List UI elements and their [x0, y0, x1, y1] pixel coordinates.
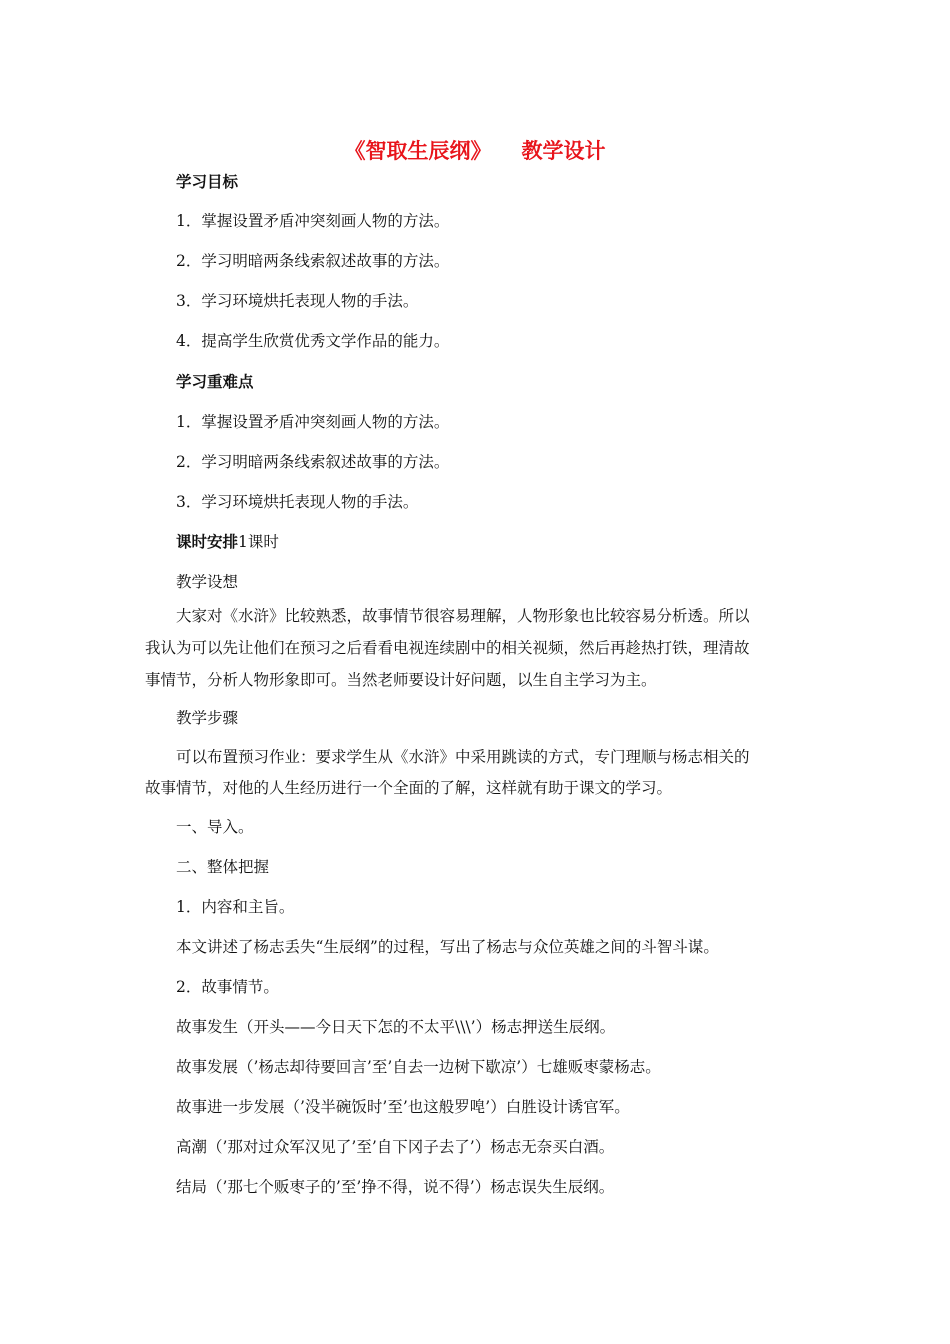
steps-heading: 教学步骤 [176, 709, 239, 727]
title-book-name: 《智取生辰纲》 [344, 138, 492, 163]
key-points-heading: 学习重难点 [176, 372, 254, 391]
objective-item: 3．学习环境烘托表现人物的手法。 [176, 292, 419, 310]
plot-item: 高潮（’那对过众军汉见了’至’自下冈子去了’）杨志无奈买白酒。 [176, 1138, 615, 1156]
steps-line: 故事情节，对他的人生经历进行一个全面的了解，这样就有助于课文的学习。 [145, 779, 673, 797]
steps-line: 可以布置预习作业：要求学生从《水浒》中采用跳读的方式，专门理顺与杨志相关的 [176, 748, 750, 766]
objective-item: 2．学习明暗两条线索叙述故事的方法。 [176, 252, 450, 270]
section-intro: 一、导入。 [176, 818, 254, 836]
title-label: 教学设计 [521, 138, 606, 163]
idea-line: 我认为可以先让他们在预习之后看看电视连续剧中的相关视频，然后再趁热打铁，理清故 [145, 639, 750, 657]
schedule-heading: 课时安排 [176, 532, 239, 551]
idea-heading: 教学设想 [176, 573, 239, 591]
plot-item: 结局（’那七个贩枣子的’至’挣不得，说不得’）杨志误失生辰纲。 [176, 1178, 615, 1196]
plot-item: 故事进一步发展（’没半碗饭时’至’也这般罗唣’）白胜设计诱官军。 [176, 1098, 630, 1116]
plot-item: 故事发展（’杨志却待要回言’至’自去一边树下歇凉’）七雄贩枣蒙杨志。 [176, 1058, 661, 1076]
section-overall: 二、整体把握 [176, 858, 270, 876]
content-heading: 1．内容和主旨。 [176, 898, 295, 916]
key-point-item: 2．学习明暗两条线索叙述故事的方法。 [176, 453, 450, 471]
schedule-value: 1课时 [238, 533, 279, 551]
objectives-heading: 学习目标 [176, 172, 239, 191]
content-text: 本文讲述了杨志丢失“生辰纲”的过程，写出了杨志与众位英雄之间的斗智斗谋。 [176, 938, 719, 956]
plot-heading: 2．故事情节。 [176, 978, 279, 996]
key-point-item: 1．掌握设置矛盾冲突刻画人物的方法。 [176, 413, 450, 431]
plot-item: 故事发生（开头——今日天下怎的不太平\\\’）杨志押送生辰纲。 [176, 1018, 616, 1036]
page-title [0, 135, 950, 165]
objective-item: 4．提高学生欣赏优秀文学作品的能力。 [176, 332, 450, 350]
key-point-item: 3．学习环境烘托表现人物的手法。 [176, 493, 419, 511]
idea-line: 大家对《水浒》比较熟悉，故事情节很容易理解，人物形象也比较容易分析透。所以 [176, 607, 750, 625]
schedule-line [176, 532, 279, 552]
objective-item: 1．掌握设置矛盾冲突刻画人物的方法。 [176, 212, 450, 230]
idea-line: 事情节，分析人物形象即可。当然老师要设计好问题，以生自主学习为主。 [145, 671, 657, 689]
